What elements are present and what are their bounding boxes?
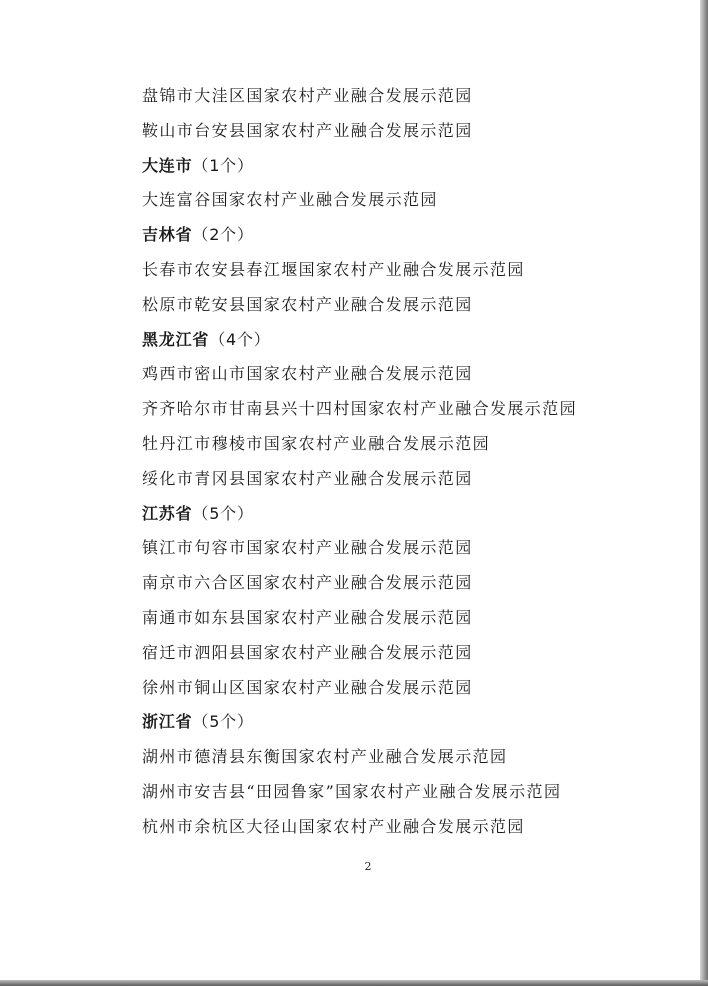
list-item: 松原市乾安县国家农村产业融合发展示范园 <box>142 294 473 314</box>
list-item: 南通市如东县国家农村产业融合发展示范园 <box>142 607 473 627</box>
section-name: 大连市 <box>142 155 193 175</box>
section-count: （2个） <box>192 225 254 245</box>
section-heading <box>142 218 662 253</box>
list-item: 鞍山市台安县国家农村产业融合发展示范园 <box>142 120 473 140</box>
list-item: 杭州市余杭区大径山国家农村产业融合发展示范园 <box>142 816 525 836</box>
section-count: （5个） <box>192 503 254 523</box>
list-item: 长春市农安县春江堰国家农村产业融合发展示范园 <box>142 259 525 279</box>
section-count: （5个） <box>192 712 254 732</box>
section-name: 江苏省 <box>142 503 193 523</box>
section-heading <box>142 705 662 740</box>
section-heading <box>142 497 662 532</box>
list-item: 牡丹江市穆棱市国家农村产业融合发展示范园 <box>142 433 491 453</box>
list-item: 大连富谷国家农村产业融合发展示范园 <box>142 190 438 210</box>
section-name: 浙江省 <box>142 712 193 732</box>
list-item: 绥化市青冈县国家农村产业融合发展示范园 <box>142 468 473 488</box>
page-shadow-right <box>700 0 708 986</box>
list-item: 宿迁市泗阳县国家农村产业融合发展示范园 <box>142 642 473 662</box>
section-heading <box>142 149 662 184</box>
section-heading <box>142 323 662 358</box>
section-name: 吉林省 <box>142 225 193 245</box>
list-item: 徐州市铜山区国家农村产业融合发展示范园 <box>142 677 473 697</box>
list-item: 湖州市德清县东衡国家农村产业融合发展示范园 <box>142 747 508 767</box>
document-body <box>142 79 662 845</box>
section-count: （1个） <box>192 155 254 175</box>
list-item: 镇江市句容市国家农村产业融合发展示范园 <box>142 538 473 558</box>
list-item: 盘锦市大洼区国家农村产业融合发展示范园 <box>142 86 473 105</box>
page-shadow-bottom <box>0 980 708 986</box>
list-item: 湖州市安吉县“田园鲁家”国家农村产业融合发展示范园 <box>142 781 562 801</box>
section-count: （4个） <box>209 329 271 349</box>
page-number: 2 <box>364 860 372 873</box>
section-name: 黑龙江省 <box>142 329 210 349</box>
list-item: 鸡西市密山市国家农村产业融合发展示范园 <box>142 364 473 384</box>
list-item: 齐齐哈尔市甘南县兴十四村国家农村产业融合发展示范园 <box>142 399 578 419</box>
list-item: 南京市六合区国家农村产业融合发展示范园 <box>142 573 473 593</box>
